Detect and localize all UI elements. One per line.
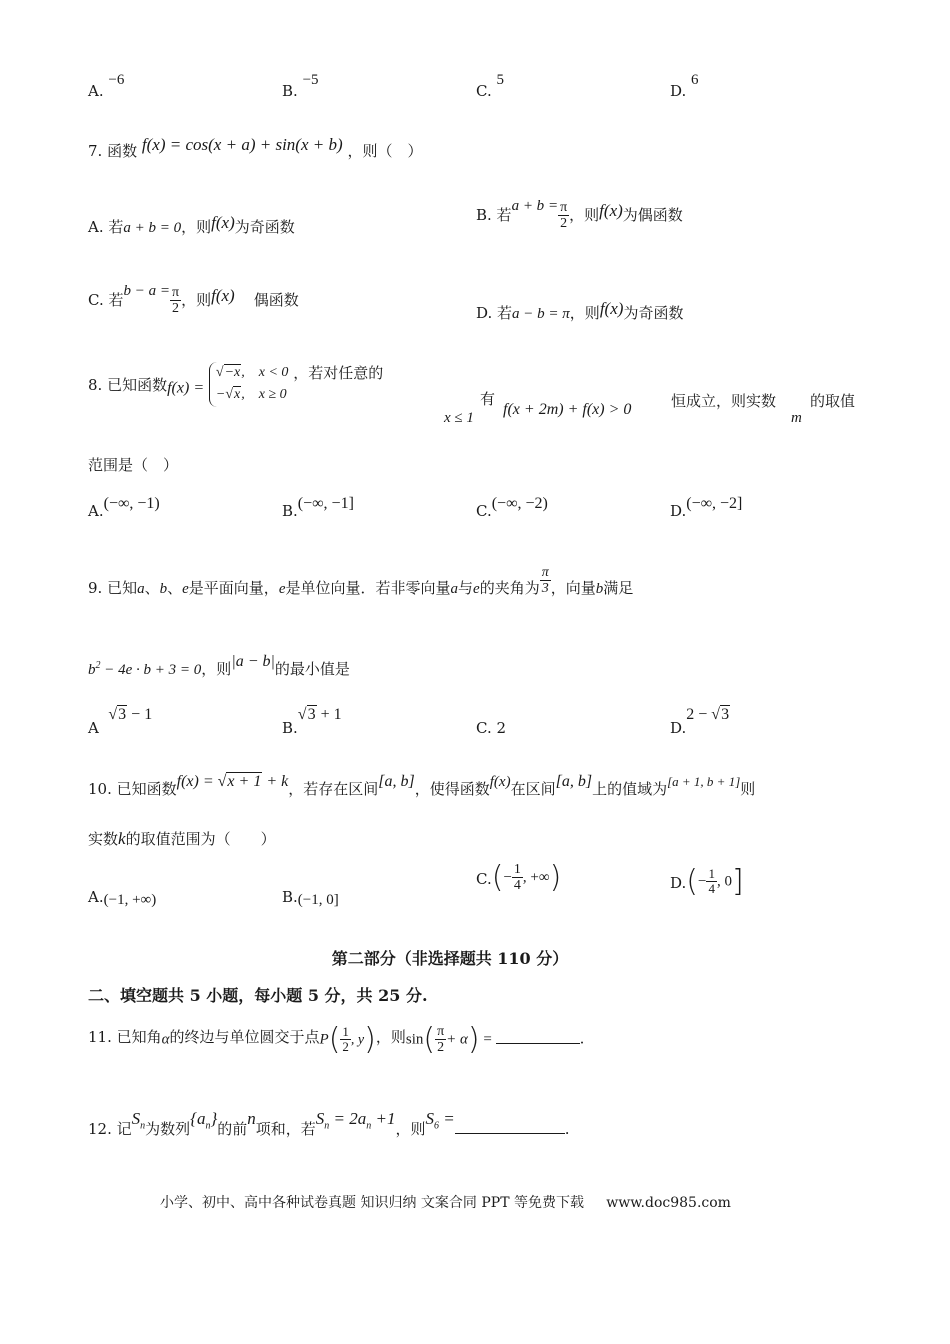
q11-stem: 11. 已知角α的终边与单位圆交于点P( $\frac{1}{2}$ , y)，则sin( $\frac{\pi}{2}$ + α) = . bbox=[88, 1022, 585, 1057]
q10-text: ，使得函数 bbox=[414, 780, 490, 798]
q12-text: 12. 记 bbox=[88, 1120, 132, 1138]
q12-text: ，则 bbox=[395, 1120, 426, 1138]
option-label: D. bbox=[670, 82, 687, 100]
q10-text: 10. 已知函数 bbox=[88, 780, 177, 798]
q9-text: 、 bbox=[167, 578, 183, 597]
q9-option-c bbox=[476, 719, 506, 737]
q12-text: . bbox=[564, 1120, 570, 1138]
option-label: A. 若 bbox=[88, 218, 124, 236]
q8-fx: f(x) = bbox=[167, 379, 205, 397]
q7-stem bbox=[88, 135, 862, 161]
q10-stem: 10. 已知函数f(x) = √x + 1 + k，若存在区间[a, b]，使得函数f(x)在区间[a, b]上的值域为[a + 1, b + 1]则 bbox=[88, 773, 756, 798]
q9-option-d: D.2 − √3 bbox=[670, 706, 730, 737]
q8-text: 恒成立，则实数 bbox=[671, 392, 777, 410]
q9-text: 是单位向量．若非零向量 bbox=[285, 578, 451, 597]
q10-option-b: B.(−1, 0] bbox=[282, 888, 339, 908]
piecewise-system: √−x, x < 0 −√x, x ≥ 0 bbox=[209, 362, 289, 407]
q8-text: ，若对任意的 bbox=[293, 364, 384, 383]
q9-text: 的最小值是 bbox=[274, 660, 350, 678]
option-label: D. bbox=[670, 502, 687, 520]
option-value: 5 bbox=[496, 72, 504, 88]
q8-m: m bbox=[791, 410, 802, 426]
q9-option-a: A √3 − 1 bbox=[88, 706, 153, 737]
option-label: B. bbox=[282, 502, 298, 520]
option-text: 偶函数 bbox=[253, 290, 299, 309]
option-label: B. bbox=[282, 82, 298, 100]
q8-option-c: C.(−∞, −2) bbox=[476, 495, 548, 520]
q8-option-b: B.(−∞, −1] bbox=[282, 495, 354, 520]
q6-option-c bbox=[476, 72, 504, 101]
option-label: A bbox=[88, 719, 99, 737]
q8-text: 的取值 bbox=[810, 392, 856, 410]
q6-option-d bbox=[670, 72, 699, 101]
option-label: C. 若 bbox=[88, 290, 124, 309]
footer-link[interactable]: www.doc985.com bbox=[606, 1195, 731, 1211]
q7-formula: f(x) = cos(x + a) + sin(x + b) bbox=[141, 135, 343, 154]
q8-prefix: 8. 已知函数 bbox=[88, 376, 168, 395]
q8-text: 有 bbox=[480, 390, 496, 408]
option-text: ，则 bbox=[181, 218, 212, 236]
option-value: 6 bbox=[691, 72, 699, 88]
q8-inequality bbox=[480, 388, 495, 409]
pi-over-2: $\frac{\pi}{2}$ bbox=[171, 285, 180, 317]
option-text: ，则 bbox=[569, 205, 600, 224]
option-label: C. bbox=[476, 82, 492, 100]
option-label: A. bbox=[88, 888, 104, 906]
q10-text: ，若存在区间 bbox=[288, 780, 379, 798]
fx-math: f(x) bbox=[211, 285, 235, 305]
q8-tail bbox=[671, 390, 776, 411]
q7-option-c bbox=[88, 282, 299, 317]
footer-text: 小学、初中、高中各种试卷真题 知识归纳 文案合同 PPT 等免费下载 bbox=[160, 1195, 584, 1211]
pi-over-2: $\frac{\pi}{2}$ bbox=[560, 200, 568, 232]
q9-text: 9. 已知 bbox=[88, 578, 138, 597]
q9-text: 满足 bbox=[603, 578, 634, 597]
q11-text: . bbox=[579, 1029, 585, 1048]
q9-text: ，向量 bbox=[550, 578, 596, 597]
q10-option-d: D.(− $\frac{1}{4}$ , 0] bbox=[670, 864, 744, 899]
section-title: 二、填空题共 5 小题，每小题 5 分，共 25 分. bbox=[88, 986, 428, 1005]
option-label: B. bbox=[282, 719, 298, 737]
option-text: ，则 bbox=[181, 290, 212, 309]
fx-math: f(x) bbox=[211, 213, 235, 232]
q8-option-a: A.(−∞, −1) bbox=[88, 495, 160, 520]
condition-math: a + b = bbox=[511, 197, 559, 214]
option-label: A. bbox=[88, 502, 104, 520]
q7-prefix: 7. 函数 bbox=[88, 142, 138, 160]
q7-suffix: ，则（ ） bbox=[347, 142, 423, 160]
q11-text: 的终边与单位圆交于点 bbox=[169, 1027, 320, 1046]
q6-option-a bbox=[88, 72, 125, 101]
option-text: 为偶函数 bbox=[622, 205, 683, 224]
q8-x-condition: x ≤ 1 bbox=[444, 410, 474, 426]
q9-line2 bbox=[88, 653, 862, 679]
option-value: −5 bbox=[302, 72, 319, 88]
q9-stem: 9. 已知a、b、e是平面向量，e是单位向量．若非零向量a与e的夹角为 $\frac{\pi}{3}$ ，向量b满足 bbox=[88, 565, 634, 597]
q11-text: 11. 已知角 bbox=[88, 1027, 162, 1046]
q9-text: 、 bbox=[144, 578, 160, 597]
footer bbox=[160, 1192, 731, 1212]
q10-text: 的取值范围为（ ） bbox=[125, 830, 276, 848]
option-label: D. bbox=[670, 719, 687, 737]
option-label: B. bbox=[282, 888, 298, 906]
q12-stem: 12. 记$S_n$为数列$\{a_n\}$的前n项和，若$S_n = 2a_n +1$，则$S_6$ =. bbox=[88, 1109, 570, 1138]
option-text: ，则 bbox=[569, 304, 600, 322]
q10-line2: 实数k的取值范围为（ ） bbox=[88, 829, 276, 848]
q8-end bbox=[810, 390, 855, 411]
option-label: D. bbox=[670, 873, 687, 892]
option-text: 为奇函数 bbox=[623, 304, 684, 322]
option-label: C. 2 bbox=[476, 719, 507, 737]
q9-option-b: B.√3 + 1 bbox=[282, 706, 342, 737]
q9-abs: |a − b| bbox=[231, 653, 275, 670]
q9-text: 是平面向量， bbox=[188, 578, 279, 597]
q10-text: 上的值域为 bbox=[592, 780, 668, 798]
q10-option-c: C.(− $\frac{1}{4}$ , +∞) bbox=[476, 860, 562, 895]
q8-inequality-math: f(x + 2m) + f(x) > 0 bbox=[503, 401, 632, 418]
q11-text: ，则 bbox=[375, 1027, 406, 1046]
q9-text: ，则 bbox=[201, 660, 232, 678]
option-value: −6 bbox=[108, 72, 125, 88]
q7-option-a bbox=[88, 213, 295, 237]
q10-text: 实数 bbox=[88, 830, 119, 848]
answer-blank[interactable] bbox=[496, 1043, 580, 1044]
q10-text: 在区间 bbox=[510, 780, 556, 798]
option-label: A. bbox=[88, 82, 104, 100]
q7-option-d bbox=[476, 299, 684, 323]
q7-option-b bbox=[476, 197, 683, 232]
q6-option-b bbox=[282, 72, 319, 101]
q10-option-a: A.(−1, +∞) bbox=[88, 888, 157, 908]
option-label: C. bbox=[476, 502, 492, 520]
condition-math: a + b = 0 bbox=[123, 220, 182, 236]
option-label: D. 若 bbox=[476, 304, 513, 322]
fx-math: f(x) bbox=[599, 299, 624, 318]
part2-title: 第二部分（非选择题共 110 分） bbox=[331, 949, 569, 968]
option-text: 为奇函数 bbox=[234, 218, 295, 236]
q8-option-d: D.(−∞, −2] bbox=[670, 495, 743, 520]
option-label: C. bbox=[476, 869, 492, 888]
q8-line2 bbox=[88, 454, 862, 475]
pi-over-3: $\frac{\pi}{3}$ bbox=[541, 565, 549, 597]
q12-text: 项和，若 bbox=[255, 1120, 316, 1138]
q10-text: 则 bbox=[740, 780, 756, 798]
q8-text: 范围是（ ） bbox=[88, 456, 179, 474]
option-label: B. 若 bbox=[476, 205, 512, 224]
q9-text: 与 bbox=[458, 578, 474, 597]
q9-text: 的夹角为 bbox=[479, 578, 540, 597]
condition-math: a − b = π bbox=[512, 306, 570, 322]
condition-math: b − a = bbox=[123, 282, 170, 299]
q9-equation: $b^2 - 4e \cdot b + 3 = 0$ bbox=[88, 660, 202, 678]
q12-text: 的前 bbox=[217, 1120, 248, 1138]
answer-blank[interactable] bbox=[455, 1133, 565, 1134]
fx-math: f(x) bbox=[599, 200, 623, 220]
q12-text: 为数列 bbox=[145, 1120, 191, 1138]
